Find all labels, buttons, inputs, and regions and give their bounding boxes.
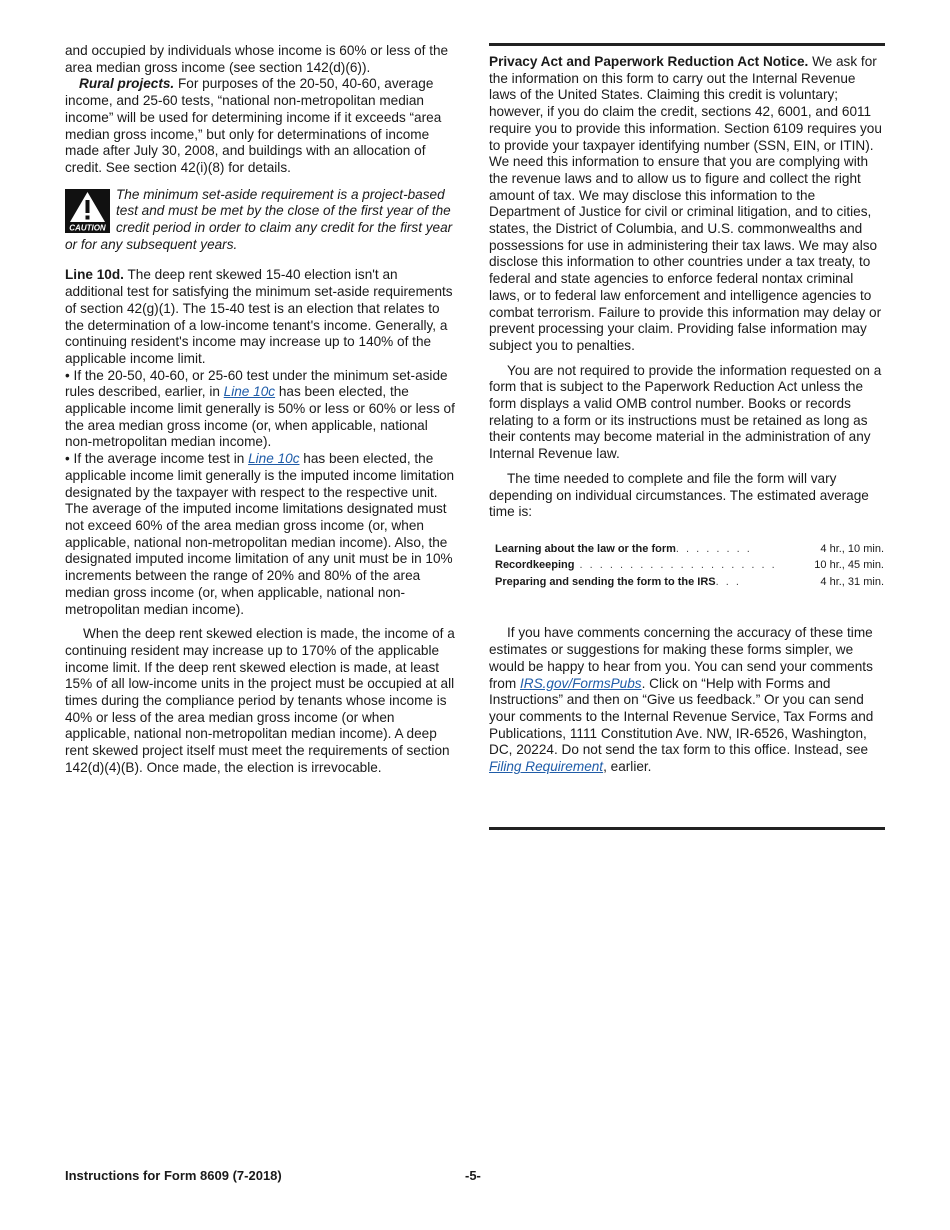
time-value: 4 hr., 31 min. — [820, 575, 884, 588]
bullet-text: has been elected, the applicable income limit generally is the imputed income limitation designated by the taxpayer with respect to the respective unit. The average of the imputed income limitations designated must not exceed 60% of the area median gross income (or, when applicable, national non-metropolitan median income). Also, the designated imputed income limitation of any unit must be in 10% increments between the range of 20% and 80% of the area median gross income (or, when applicable, national non-metropolitan median income). — [65, 451, 455, 617]
time-value: 10 hr., 45 min. — [814, 559, 884, 572]
table-row — [495, 557, 884, 574]
time-label: Preparing and sending the form to the IRS — [495, 575, 716, 588]
caution-icon — [65, 189, 110, 233]
bullet-item-20-50 — [65, 368, 458, 452]
right-column — [489, 45, 885, 776]
comments-text: . Click on “Help with Forms and Instructions” and then on “Give us feedback.” Or you can send your comments to the Internal Revenue Service, Tax Forms and Publications, 1111 Constitution Ave. NW, IR-6526, Washington, DC, 20224. Do not send the tax form to this office. Instead, see — [489, 675, 874, 758]
privacy-notice-paragraph — [489, 54, 885, 355]
caution-text: The minimum set-aside requirement is a project-based test and must be met by the close of the first year of the credit period in order to claim any credit for the first year or for any subsequent years. — [65, 186, 453, 252]
line-10d-heading: Line 10d. — [65, 267, 124, 283]
leader-dots: . . . — [715, 575, 741, 588]
omb-paragraph: You are not required to provide the information requested on a form that is subject to the Paperwork Reduction Act unless the form displays a valid OMB control number. Books or records relating to a form or its instructions must be retained as long as their contents may become material in the administration of any Internal Revenue law. — [489, 362, 882, 462]
left-column — [65, 43, 458, 777]
line-10c-link[interactable]: Line 10c — [223, 384, 276, 400]
line-10d-text: The deep rent skewed 15-40 election isn't an additional test for satisfying the minimum set-aside requirements of section 42(g)(1). The 15-40 test is an election that relates to the determination of a low-income tenant's income. Generally, a continuing resident's income may increase up to 140% of the applicable income limit. — [65, 267, 453, 366]
caution-note — [65, 187, 458, 254]
bullet-text: • If the 20-50, 40-60, or 25-60 test under the minimum set-aside rules described, earlier, in — [65, 367, 448, 400]
footer-page-number: -5- — [465, 1168, 481, 1183]
irs-forms-pubs-link[interactable]: IRS.gov/FormsPubs — [519, 675, 642, 691]
bullet-text: has been elected, the applicable income limit generally is 50% or less or 60% or less of the area median gross income (or, when applicable, national non-metropolitan median income). — [65, 384, 455, 450]
footer-form-title: Instructions for Form 8609 (7-2018) — [65, 1168, 282, 1183]
bullet-text: • If the average income test in — [65, 451, 249, 467]
table-row — [495, 541, 884, 558]
line-10c-link[interactable]: Line 10c — [248, 451, 300, 467]
time-estimate-paragraph: The time needed to complete and file the form will vary depending on individual circumstances. The estimated average time is: — [489, 470, 869, 520]
line-10d-paragraph — [65, 267, 458, 367]
table-row — [495, 574, 884, 591]
intro-paragraph: and occupied by individuals whose income is 60% or less of the area median gross income (see section 142(d)(6)). — [65, 43, 449, 75]
deep-rent-paragraph: When the deep rent skewed election is made, the income of a continuing resident may increase up to 170% of the applicable income limit. If the deep rent skewed election is made, at least 15% of all low-income units in the project must be occupied at all times during the compliance period by tenants whose income is 40% or less of the area median gross income (or when applicable, national non-metropolitan median income). A deep rent skewed project itself must meet the requirements of section 142(d)(4)(B). Once made, the election is irrevocable. — [65, 626, 455, 775]
rural-projects-heading: Rural projects. — [79, 76, 175, 92]
comments-text: If you have comments concerning the accuracy of these time estimates or suggestions for making these forms simpler, we would be happy to hear from you. You can send your comments from — [489, 625, 873, 691]
rural-projects-paragraph — [65, 76, 458, 176]
bullet-item-average-income — [65, 451, 458, 618]
caution-label: CAUTION — [69, 223, 106, 233]
privacy-heading: Privacy Act and Paperwork Reduction Act Notice. — [489, 54, 809, 69]
time-label: Recordkeeping — [495, 559, 575, 572]
rural-projects-text: For purposes of the 20-50, 40-60, average income, and 25-60 tests, “national non-metropolitan median income” will be used for determining income if it exceeds “area median gross income,” but only for determinations of income made after July 30, 2008, and buildings with an allocation of credit. See section 42(i)(8) for details. — [65, 76, 442, 175]
leader-dots: . . . . . . . . — [675, 542, 752, 555]
privacy-text: We ask for the information on this form to carry out the Internal Revenue laws of the United States. Claiming this credit is voluntary; however, if you do claim the credit, sections 42, 6001, and 6011 require you to provide this information. Section 6109 requires you to provide your taxpayer identifying number (SSN, EIN, or ITIN). We need this information to ensure that you are complying with the revenue laws and to allow us to figure and collect the right amount of tax. We may disclose this information to the Department of Justice for civil or criminal litigation, and to cities, states, the District of Columbia, and U.S. commonwealths and possessions for use in administering their tax laws. We may also disclose this information to other countries under a tax treaty, to federal and state agencies to enforce federal nontax criminal laws, or to federal law enforcement and intelligence agencies to combat terrorism. Failure to provide this information may delay or prevent processing your claim. Providing false information may subject you to penalties. — [489, 54, 882, 353]
leader-dots: . . . . . . . . . . . . . . . . . . . . — [574, 559, 777, 572]
time-value: 4 hr., 10 min. — [820, 542, 884, 555]
time-estimates-table — [495, 541, 884, 591]
filing-requirement-link[interactable]: Filing Requirement — [489, 759, 604, 775]
bottom-rule — [489, 827, 885, 830]
time-label: Learning about the law or the form — [495, 542, 676, 555]
comments-paragraph — [489, 625, 885, 775]
comments-text: , earlier. — [603, 759, 652, 775]
